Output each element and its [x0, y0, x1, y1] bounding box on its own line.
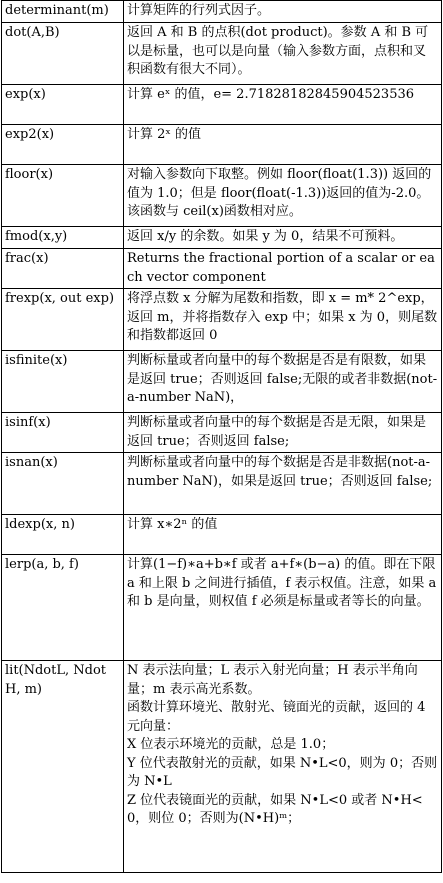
table-row: [2, 85, 442, 125]
table-row: [2, 1, 442, 23]
function-name-cell: isinf(x): [2, 413, 124, 453]
table-row: [2, 23, 442, 85]
table-row: [2, 453, 442, 515]
function-name-cell: lerp(a, b, f): [2, 555, 124, 661]
function-description-cell: 计算矩阵的行列式因子。: [124, 1, 442, 23]
description-line: X 位表示环境光的贡献，总是 1.0；: [127, 737, 335, 752]
table-row: [2, 165, 442, 227]
table-row: [2, 555, 442, 661]
function-name-cell: exp(x): [2, 85, 124, 125]
function-name-cell: determinant(m): [2, 1, 124, 23]
description-line: N 表示法向量；L 表示入射光向量；H 表示半角向量；m 表示高光系数。: [127, 663, 418, 697]
function-name-cell: dot(A,B): [2, 23, 124, 85]
function-description-cell: 判断标量或者向量中的每个数据是否是无限，如果是返回 true；否则返回 false;: [124, 413, 442, 453]
function-name-cell: isfinite(x): [2, 351, 124, 413]
function-description-cell: 返回 A 和 B 的点积(dot product)。参数 A 和 B 可以是标量，也可以是向量（输入参数方面，点积和叉积函数有很大不同）。: [124, 23, 442, 85]
function-description-cell: 计算(1−f)∗a+b∗f 或者 a+f∗(b−a) 的值。即在下限 a 和上限 b 之间进行插值，f 表示权值。注意，如果 a 和 b 是向量，则权值 f 必须是标量或者等长的向量。: [124, 555, 442, 661]
function-description-cell: [124, 661, 442, 873]
table-row: [2, 289, 442, 351]
function-name-cell: frexp(x, out exp): [2, 289, 124, 351]
table-row: [2, 351, 442, 413]
function-description-cell: 计算 eˣ 的值，e= 2.71828182845904523536: [124, 85, 442, 125]
description-line: Z 位代表镜面光的贡献，如果 N•L<0 或者 N•H<0，则位 0；否则为(N•H)ᵐ；: [127, 792, 423, 826]
function-description-cell: 判断标量或者向量中的每个数据是否是非数据(not-a-number NaN)，如果是返回 true；否则返回 false;: [124, 453, 442, 515]
function-name-cell: fmod(x,y): [2, 227, 124, 249]
function-name-cell: lit(NdotL, NdotH, m): [2, 661, 124, 873]
function-description-cell: 对输入参数向下取整。例如 floor(float(1.3)) 返回的值为 1.0；但是 floor(float(-1.3))返回的值为-2.0。该函数与 ceil(x)函数相对应。: [124, 165, 442, 227]
function-description-cell: Returns the fractional portion of a scalar or each vector component: [124, 249, 442, 289]
table-row: [2, 249, 442, 289]
function-name-cell: exp2(x): [2, 125, 124, 165]
function-reference-table: [1, 0, 442, 873]
function-description-cell: 计算 2ˣ 的值: [124, 125, 442, 165]
function-name-cell: floor(x): [2, 165, 124, 227]
function-description-cell: 返回 x/y 的余数。如果 y 为 0，结果不可预料。: [124, 227, 442, 249]
function-name-cell: isnan(x): [2, 453, 124, 515]
function-name-cell: frac(x): [2, 249, 124, 289]
function-description-cell: 计算 x∗2ⁿ 的值: [124, 515, 442, 555]
function-description-cell: 将浮点数 x 分解为尾数和指数，即 x = m* 2^exp，返回 m，并将指数存入 exp 中；如果 x 为 0，则尾数和指数都返回 0: [124, 289, 442, 351]
description-line: Y 位代表散射光的贡献，如果 N•L<0，则为 0；否则为 N•L: [127, 755, 438, 789]
description-line: 函数计算环境光、散射光、镜面光的贡献，返回的 4 元向量：: [127, 700, 426, 734]
function-name-cell: ldexp(x, n): [2, 515, 124, 555]
table-row: [2, 125, 442, 165]
function-description-cell: 判断标量或者向量中的每个数据是否是有限数，如果是返回 true；否则返回 false;无限的或者非数据(not-a-number NaN)，: [124, 351, 442, 413]
table-row: [2, 661, 442, 873]
table-row: [2, 227, 442, 249]
table-row: [2, 413, 442, 453]
table-row: [2, 515, 442, 555]
table-body: [2, 1, 442, 873]
